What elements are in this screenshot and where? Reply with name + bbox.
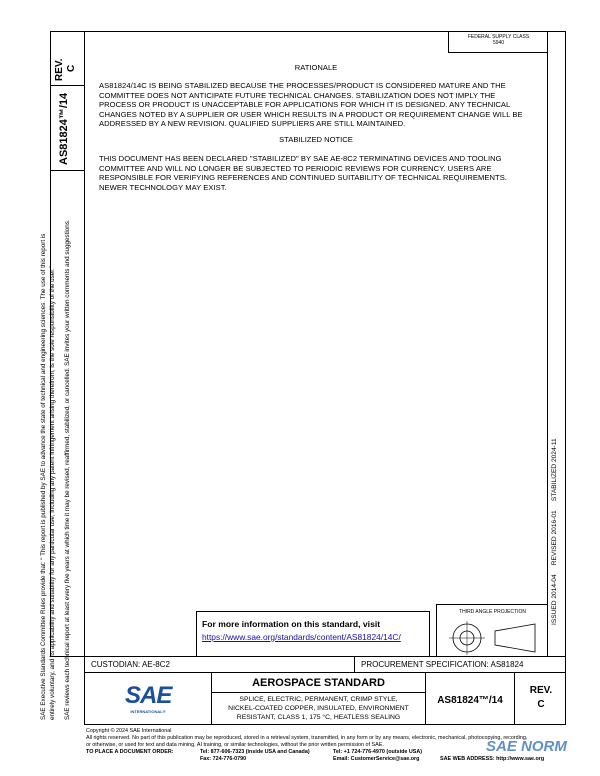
web-address: SAE WEB ADDRESS: http://www.sae.org: [440, 756, 545, 762]
federal-supply-class-label: FEDERAL SUPPLY CLASS: [467, 34, 530, 40]
custodian: CUSTODIAN: AE-8C2: [91, 660, 170, 669]
stabilized-title: STABILIZED NOTICE: [279, 135, 353, 144]
rights-line-1: All rights reserved. No part of this publication may be reproduced, stored in a retrieval system, transmitted, in any form or by any means, electronic, mechanical, photocopying, recording,: [86, 735, 528, 741]
sae-logo-text: SAE: [125, 682, 172, 709]
copyright: Copyright © 2024 SAE International: [86, 728, 172, 734]
issue-dates: ISSUED 2014-04 REVISED 2016-01 STABILIZED 2024-11: [551, 438, 558, 625]
rationale-text: AS81824/14C IS BEING STABILIZED BECAUSE THE PROCESSES/PRODUCT IS CONSIDERED MATURE AND THE COMMITTEE DOES NOT ANTICIPATE FUTURE TECHNICAL CHANGES. STABILIZATION DOES NOT IMPLY THE PROCESS OR PRODUCT IS UNACCEPTABLE FOR APPLICATIONS FOR WHICH IT IS DESIGNED. ANY TECHNICAL CHANGES NOTED BY A SUPPLIER OR USER WHICH RESULTS IN A PRODUCT OR REQUIREMENT CHANGE WILL BE ADDRESSED BY A NEW REVISION. QUALIFIED SUPPLIERS ARE STILL MAINTAINED.: [99, 81, 523, 129]
tel-outside: Tel: +1 724-776-4970 (outside USA): [333, 749, 423, 755]
title-rev-value: C: [537, 699, 545, 710]
stabilized-text: THIS DOCUMENT HAS BEEN DECLARED "STABILIZED" BY SAE AE-8C2 TERMINATING DEVICES AND TOOLING COMMITTEE AND WILL NO LONGER BE SUBJECTED TO PERIODIC REVIEWS FOR CURRENCY. USERS ARE RESPONSIBLE FOR VERIFYING REFERENCES AND CONTINUED SUITABILITY OF TECHNICAL REQUIREMENTS. NEWER TECHNOLOGY MAY EXIST.: [99, 154, 507, 192]
projection-box: [436, 604, 548, 657]
legal-line-3: SAE reviews each technical report at least every five years at which time it may be revised, reaffirmed, stabilized, or cancelled. SAE invites your written comments and suggestions.: [64, 219, 71, 720]
title-block: [84, 673, 566, 725]
title-rev-label: REV.: [529, 685, 553, 696]
info-box-heading: For more information on this standard, visit: [202, 619, 381, 629]
title-desc-line-1: SPLICE, ELECTRIC, PERMANENT, CRIMP STYLE,: [239, 696, 398, 703]
procurement-spec: PROCUREMENT SPECIFICATION: AS81824: [361, 660, 524, 669]
custodian-row: [84, 657, 566, 673]
sae-logo-subtext: INTERNATIONAL®: [130, 709, 166, 714]
rationale-title: RATIONALE: [294, 63, 338, 72]
federal-supply-class-box: [448, 31, 548, 53]
side-rev-label: REV.: [54, 58, 65, 81]
left-col-divider-1: [50, 85, 84, 86]
title-doc-number: AS81824™/14: [437, 695, 503, 706]
legal-line-2: entirely voluntary, and its applicability and suitability for any particular use, including any patent infringement arising therefrom, is the sole responsibility of the user.": [49, 266, 56, 720]
standard-link[interactable]: https://www.sae.org/standards/content/AS81824/14C/: [202, 632, 401, 642]
info-box: [196, 611, 430, 657]
tel-inside: Tel: 877-606-7323 (inside USA and Canada): [200, 749, 310, 755]
federal-supply-class-value: 5940: [492, 40, 505, 47]
title-desc-line-2: NICKEL-COATED COPPER, INSULATED, ENVIRONMENT: [228, 705, 409, 712]
watermark: SAE NORM: [486, 738, 567, 755]
sae-logo: [125, 683, 171, 717]
legal-line-1: SAE Executive Standards Committee Rules provide that: " This report is published by SAE to advance the state of technical and engineering sciences. The use of this report is: [40, 233, 47, 720]
title-description: [212, 695, 425, 722]
standard-type: AEROSPACE STANDARD: [252, 677, 385, 689]
rights-line-2: or otherwise, or used for text and data mining, AI training, or similar technologies, without the prior written permission of SAE.: [86, 742, 384, 748]
left-col-divider-2: [50, 170, 84, 171]
side-rev-value: C: [66, 64, 77, 72]
title-desc-line-3: RESISTANT, CLASS 1, 175 °C, HEATLESS SEALING: [236, 714, 401, 721]
email: Email: CustomerService@sae.org: [333, 756, 420, 762]
fax: Fax: 724-776-0790: [200, 756, 247, 762]
projection-label: THIRD ANGLE PROJECTION: [459, 609, 526, 615]
order-label: TO PLACE A DOCUMENT ORDER:: [86, 749, 174, 755]
side-doc-number: AS81824™/14: [58, 92, 70, 165]
third-angle-projection-icon: [437, 617, 549, 657]
